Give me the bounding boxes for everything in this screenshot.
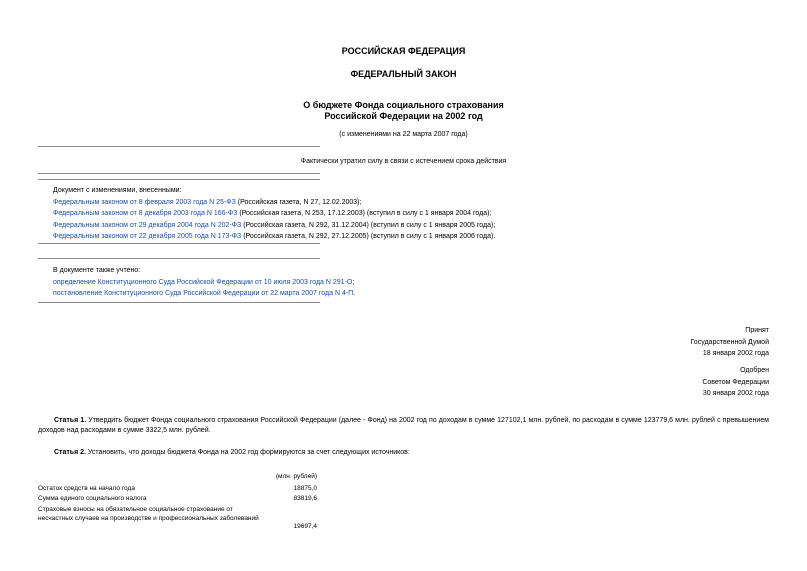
considered-block bbox=[53, 265, 355, 300]
adopted-date: 18 января 2002 года bbox=[702, 350, 769, 357]
table-row-label: Сумма единого социального налога bbox=[38, 495, 147, 502]
divider bbox=[38, 258, 320, 259]
amendments-block bbox=[53, 185, 495, 243]
divider bbox=[38, 302, 320, 303]
amendment-link[interactable]: Федеральным законом от 22 декабря 2005 года N 173-ФЗ bbox=[53, 233, 242, 240]
table-unit: (млн. рублей) bbox=[275, 473, 317, 480]
document-title-line1: О бюджете Фонда социального страхования bbox=[303, 100, 504, 110]
amendment-source: (Российская газета, N 292, 27.12.2005) (вступил в силу с 1 января 2006 года). bbox=[241, 233, 496, 240]
table-row-label: Остаток средств на начало года bbox=[38, 485, 135, 492]
approved-block bbox=[702, 365, 769, 400]
amendment-link[interactable]: Федеральным законом от 8 февраля 2003 года N 25-ФЗ bbox=[53, 198, 236, 206]
considered-heading: В документе также учтено: bbox=[53, 267, 141, 274]
table-row-value: 19697,4 bbox=[293, 523, 317, 530]
table-row-label: несчастных случаев на производстве и профессиональных заболеваний bbox=[38, 515, 259, 522]
table-row-value: 83819,6 bbox=[293, 495, 317, 502]
country-heading: РОССИЙСКАЯ ФЕДЕРАЦИЯ bbox=[341, 46, 466, 56]
amendment-date: (с изменениями на 22 марта 2007 года) bbox=[339, 131, 468, 138]
document-type: ФЕДЕРАЛЬНЫЙ ЗАКОН bbox=[350, 69, 457, 79]
considered-punct: ; bbox=[352, 278, 355, 286]
court-resolution-link[interactable]: постановление Конституционного Суда Российской Федерации от 22 марта 2007 года N 4-П bbox=[53, 290, 354, 297]
table-row-label: Страховые взносы на обязательное социальное страхование от bbox=[38, 506, 233, 513]
considered-item bbox=[53, 288, 355, 300]
table-row-value: 18875,0 bbox=[293, 485, 317, 492]
amendment-item bbox=[53, 220, 495, 232]
article-2-text: Установить, что доходы бюджета Фонда на 2002 год формируются за счет следующих источников: bbox=[85, 449, 410, 456]
approved-body: Советом Федерации bbox=[702, 378, 769, 386]
divider bbox=[38, 146, 320, 147]
status-note: Фактически утратил силу в связи с истечением срока действия bbox=[300, 158, 507, 165]
amendment-source: (Российская газета, N 253, 17.12.2003) (вступил в силу с 1 января 2004 года); bbox=[237, 210, 492, 217]
adopted-label: Принят bbox=[745, 327, 769, 334]
amendment-item bbox=[53, 208, 495, 220]
article-1-text: Утвердить бюджет Фонда социального страхования Российской Федерации (далее - Фонд) на 2002 год по доходам в сумме 127102,1 млн. рублей, по расходам в сумме 123779,6 млн. рублей с превышением доходов над расходами в сумме 3322,5 млн. рублей. bbox=[38, 417, 769, 434]
amendment-link[interactable]: Федеральным законом от 29 декабря 2004 года N 202-ФЗ bbox=[53, 221, 242, 229]
article-1 bbox=[38, 416, 769, 436]
document-title-line2: Российской Федерации на 2002 год bbox=[324, 111, 483, 121]
divider bbox=[38, 179, 320, 180]
amendment-source: (Российская газета, N 292, 31.12.2004) (вступил в силу с 1 января 2005 года); bbox=[241, 221, 496, 229]
adopted-body: Государственной Думой bbox=[690, 338, 769, 346]
divider bbox=[38, 243, 320, 244]
court-ruling-link[interactable]: определение Конституционного Суда Российской Федерации от 10 июля 2003 года N 291-О bbox=[53, 278, 353, 286]
amendment-source: (Российская газета, N 27, 12.02.2003); bbox=[235, 198, 362, 206]
approved-label: Одобрен bbox=[740, 367, 769, 374]
adopted-block bbox=[690, 325, 769, 360]
amendment-item bbox=[53, 197, 495, 209]
article-2 bbox=[54, 449, 410, 456]
amendment-link[interactable]: Федеральным законом от 8 декабря 2003 года N 166-ФЗ bbox=[53, 210, 238, 217]
article-1-label: Статья 1. bbox=[54, 417, 87, 424]
considered-item bbox=[53, 277, 355, 289]
approved-date: 30 января 2002 года bbox=[702, 390, 769, 397]
amendments-heading: Документ с изменениями, внесенными: bbox=[53, 187, 182, 194]
article-2-label: Статья 2. bbox=[54, 449, 86, 456]
considered-punct: . bbox=[353, 290, 356, 297]
divider bbox=[38, 173, 320, 174]
amendment-item bbox=[53, 231, 495, 243]
